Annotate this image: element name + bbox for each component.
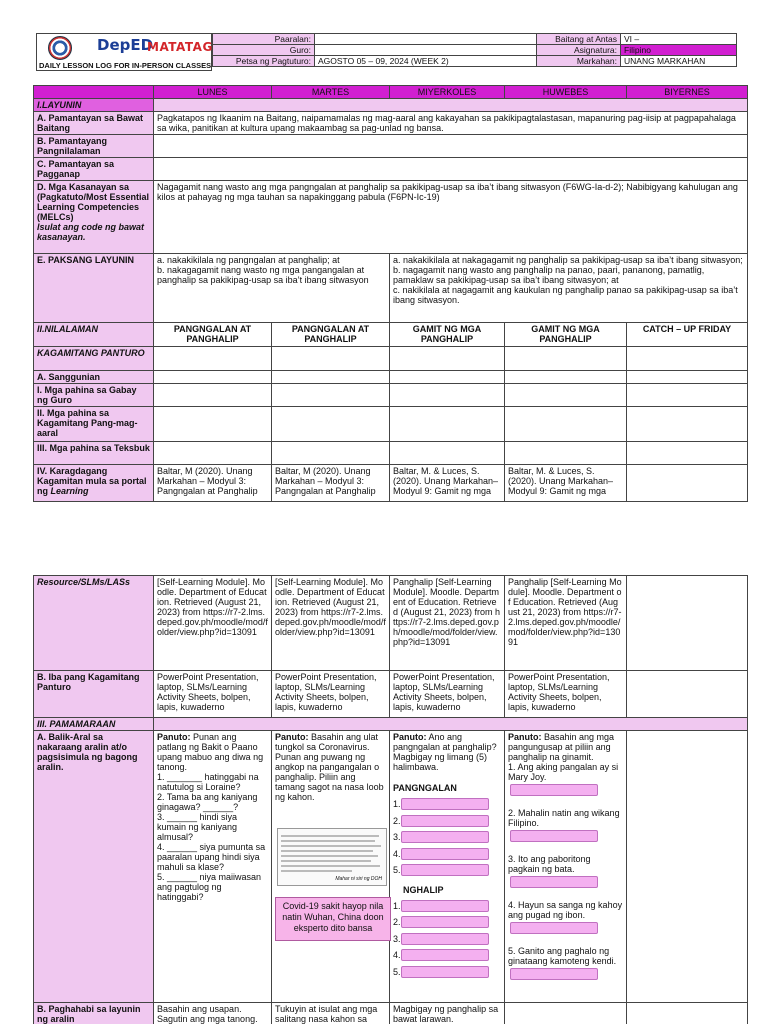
teksbuk-cell — [390, 442, 505, 465]
petsa-label: Petsa ng Pagtuturo: — [213, 56, 315, 67]
kasanayan-label-text: D. Mga Kasanayan sa (Pagkatuto/Most Essential Learning Competencies (MELCs) — [37, 182, 150, 222]
pangmag-cell — [272, 407, 390, 442]
iba-kagamitan-tuesday: PowerPoint Presentation, laptop, SLMs/Learning Activity Sheets, bolpen, lapis, kuwaderno — [272, 671, 390, 718]
answer-box[interactable] — [401, 949, 489, 961]
thursday-instructions: Basahin ang mga pangungusap at piliin ang panghalip na ginamit. 1. Ang aking pangalan ay si Mary Joy. — [508, 732, 619, 782]
kagamitan-cell — [505, 347, 627, 371]
pangnilalaman-value — [154, 135, 748, 158]
resource-wednesday: Panghalip [Self-Learning Module]. Moodle. Department of Education. Retrieved (August 21, 2023) from https://r7-2.lms.deped.gov.ph/moodle/mod/folder/view.php?id=13091 — [390, 576, 505, 671]
answer-box[interactable] — [401, 848, 489, 860]
thursday-item-4: 4. Hayun sa sanga ng kahoy ang pugad ng ibon. — [508, 900, 623, 920]
panuto-label: Panuto: — [157, 732, 191, 742]
pamamaraan-heading: III. PAMAMARAAN — [34, 718, 154, 731]
karagdagan-monday: Baltar, M (2020). Unang Markahan – Modyul 3: Pangngalan at Panghalip — [154, 465, 272, 502]
answer-number: 1. — [393, 799, 401, 810]
answer-number: 5. — [393, 865, 401, 876]
nilalaman-thursday: GAMIT NG MGA PANGHALIP — [505, 323, 627, 347]
layunin-band — [154, 99, 748, 112]
nilalaman-tuesday: PANGNGALAN AT PANGHALIP — [272, 323, 390, 347]
pamamaraan-band — [154, 718, 748, 731]
answer-box[interactable] — [401, 933, 489, 945]
pangmag-label: II. Mga pahina sa Kagamitang Pang-mag-aaral — [34, 407, 154, 442]
karagdagan-label-learning: Learning — [50, 486, 89, 496]
teksbuk-cell — [505, 442, 627, 465]
karagdagan-wednesday: Baltar, M. & Luces, S. (2020). Unang Markahan– Modyul 9: Gamit ng mga — [390, 465, 505, 502]
karagdagan-thursday: Baltar, M. & Luces, S. (2020). Unang Markahan– Modyul 9: Gamit ng mga — [505, 465, 627, 502]
thursday-instructions-block — [508, 732, 623, 782]
paksang-layunin-label: E. PAKSANG LAYUNIN — [34, 254, 154, 323]
answer-number: 2. — [393, 815, 401, 826]
report-signature: Mahar ni siri ng DOH — [335, 876, 382, 882]
sanggunian-cell — [154, 371, 272, 384]
answer-number: 1. — [393, 900, 401, 911]
answer-row — [393, 964, 501, 981]
answer-row — [393, 931, 501, 948]
day-header-tuesday: MARTES — [272, 86, 390, 99]
lesson-table-part1 — [33, 85, 748, 502]
answer-number: 3. — [393, 933, 401, 944]
pangmag-cell — [627, 407, 748, 442]
answer-box[interactable] — [510, 876, 598, 888]
answer-box[interactable] — [401, 864, 489, 876]
gabay-label: I. Mga pahina sa Gabay ng Guro — [34, 384, 154, 407]
paghahabi-wednesday: Magbigay ng panghalip sa bawat larawan. — [390, 1003, 505, 1024]
kasanayan-note: Isulat ang code ng bawat kasanayan. — [37, 222, 145, 242]
tuesday-instructions: Basahin ang ulat tungkol sa Coronavirus. Punan ang puwang ng angkop na pangangalan o panghalip. Piliin ang tamang sagot na nasa loob ng kahon. — [275, 732, 384, 802]
paksang-layunin-wed-thu: a. nakakikilala at nakagagamit ng panghalip sa pakikipag-usap sa iba’t ibang sitwasyon; b. nagagamit nang wasto ang panghalip na panao, paari, pananong, pamatlig, pamaklaw sa pakikipag-usap sa iba’t ibang sitwasyon; at c. nakikilala at nagagamit ang kaukulan ng panghalip panao sa pakikipag-usap sa iba’t ibang sitwasyon. — [390, 254, 748, 323]
layunin-heading: I.LAYUNIN — [34, 99, 154, 112]
nilalaman-label: II.NILALAMAN — [34, 323, 154, 347]
pangmag-cell — [505, 407, 627, 442]
guro-value — [315, 45, 537, 56]
paghahabi-thursday — [505, 1003, 627, 1024]
iba-kagamitan-thursday: PowerPoint Presentation, laptop, SLMs/Learning Activity Sheets, bolpen, lapis, kuwaderno — [505, 671, 627, 718]
markahan-value: UNANG MARKAHAN — [621, 56, 737, 67]
answer-box[interactable] — [510, 922, 598, 934]
gabay-cell — [505, 384, 627, 407]
pangnilalaman-label: B. Pamantayang Pangnilalaman — [34, 135, 154, 158]
kagamitan-label: KAGAMITANG PANTURO — [34, 347, 154, 371]
answer-number: 5. — [393, 966, 401, 977]
pamantayan-baitang-label: A. Pamantayan sa Bawat Baitang — [34, 112, 154, 135]
word-bank-note: Covid-19 sakit hayop nila natin Wuhan, China doon eksperto dito bansa — [275, 897, 391, 941]
answer-row — [393, 846, 501, 863]
answer-box[interactable] — [510, 830, 598, 842]
answer-box[interactable] — [401, 966, 489, 978]
day-header-monday: LUNES — [154, 86, 272, 99]
answer-row — [393, 813, 501, 830]
answer-row — [393, 829, 501, 846]
balik-aral-friday — [627, 731, 748, 1003]
guro-label: Guro: — [213, 45, 315, 56]
matatag-logo: MATATAG — [147, 40, 213, 54]
teksbuk-cell — [154, 442, 272, 465]
answer-row — [393, 914, 501, 931]
nilalaman-wednesday: GAMIT NG MGA PANGHALIP — [390, 323, 505, 347]
thursday-item-3: 3. Ito ang paboritong pagkain ng bata. — [508, 854, 591, 874]
petsa-value: AGOSTO 05 – 09, 2024 (WEEK 2) — [315, 56, 537, 67]
iba-kagamitan-monday: PowerPoint Presentation, laptop, SLMs/Learning Activity Sheets, bolpen, lapis, kuwaderno — [154, 671, 272, 718]
day-header-friday: BIYERNES — [627, 86, 748, 99]
answer-box[interactable] — [401, 815, 489, 827]
karagdagan-friday — [627, 465, 748, 502]
balik-aral-monday — [154, 731, 272, 1003]
pamantayan-baitang-value: Pagkatapos ng Ikaanim na Baitang, naipamamalas ng mag-aaral ang kakayahan sa pakikipagtalastasan, mapanuring pag-iisip at pagpapahalaga sa wika, panitikan at kultura upang makaambag sa pag-unlad ng bansa. — [154, 112, 748, 135]
nilalaman-monday: PANGNGALAN AT PANGHALIP — [154, 323, 272, 347]
answer-row — [393, 898, 501, 915]
pangngalan-heading: PANGNGALAN — [393, 783, 457, 793]
answer-row — [393, 862, 501, 879]
panghalip-heading: NGHALIP — [403, 884, 444, 895]
kagamitan-cell — [272, 347, 390, 371]
balik-aral-thursday — [505, 731, 627, 1003]
balik-aral-wednesday — [390, 731, 505, 1003]
answer-box[interactable] — [401, 798, 489, 810]
asignatura-value: Filipino — [621, 45, 737, 56]
gabay-cell — [272, 384, 390, 407]
pangmag-cell — [154, 407, 272, 442]
answer-box[interactable] — [401, 831, 489, 843]
nilalaman-friday: CATCH – UP FRIDAY — [627, 323, 748, 347]
pagganap-value — [154, 158, 748, 181]
kasanayan-value: Nagagamit nang wasto ang mga pangngalan at panghalip sa pakikipag-usap sa iba’t ibang sitwasyon (F6WG-Ia-d-2); Nabibigyang kahulugan ang kilos at pahayag ng mga tauhan sa napakinggang pabula (F6PN-Ic-19) — [154, 181, 748, 254]
dll-caption: DAILY LESSON LOG FOR IN-PERSON CLASSES — [39, 61, 212, 70]
paghahabi-monday: Basahin ang usapan. Sagutin ang mga tanong. — [154, 1003, 272, 1024]
paghahabi-label: B. Paghahabi sa layunin ng aralin — [34, 1003, 154, 1024]
sanggunian-label: A. Sanggunian — [34, 371, 154, 384]
day-header-wednesday: MIYERKOLES — [390, 86, 505, 99]
pangmag-cell — [390, 407, 505, 442]
resource-tuesday: [Self-Learning Module]. Moodle. Department of Education. Retrieved (August 21, 2023) from https://r7-2.lms.deped.gov.ph/moodle/mod/folder/view.php?id=13091 — [272, 576, 390, 671]
pagganap-label: C. Pamantayan sa Pagganap — [34, 158, 154, 181]
sanggunian-cell — [627, 371, 748, 384]
answer-number: 4. — [393, 848, 401, 859]
thursday-item-2: 2. Mahalin natin ang wikang Filipino. — [508, 808, 620, 828]
lesson-table-part2 — [33, 575, 748, 1024]
resource-label: Resource/SLMs/LASs — [34, 576, 154, 671]
baitang-value: VI – — [621, 34, 737, 45]
iba-kagamitan-wednesday: PowerPoint Presentation, laptop, SLMs/Learning Activity Sheets, bolpen, lapis, kuwaderno — [390, 671, 505, 718]
paaralan-value — [315, 34, 537, 45]
sanggunian-cell — [272, 371, 390, 384]
kagamitan-cell — [627, 347, 748, 371]
panuto-label: Panuto: — [508, 732, 542, 742]
iba-kagamitan-label: B. Iba pang Kagamitang Panturo — [34, 671, 154, 718]
answer-box[interactable] — [510, 784, 598, 796]
logo-area — [36, 33, 212, 71]
baitang-label: Baitang at Antas — [537, 34, 621, 45]
teksbuk-label: III. Mga pahina sa Teksbuk — [34, 442, 154, 465]
karagdagan-label-text: IV. Karagdagang Kagamitan mula sa portal ng — [37, 466, 147, 496]
kasanayan-label — [34, 181, 154, 254]
thursday-item-5: 5. Ganito ang paghalo ng ginataang kamoteng kendi. — [508, 946, 617, 966]
iba-kagamitan-friday — [627, 671, 748, 718]
teksbuk-cell — [272, 442, 390, 465]
answer-number: 2. — [393, 917, 401, 928]
deped-logo: DepED — [97, 36, 154, 54]
deped-seal-icon — [48, 36, 72, 60]
answer-row — [393, 796, 501, 813]
teksbuk-cell — [627, 442, 748, 465]
corner-cell — [34, 86, 154, 99]
paaralan-label: Paaralan: — [213, 34, 315, 45]
answer-number: 4. — [393, 950, 401, 961]
panuto-label: Panuto: — [275, 732, 309, 742]
gabay-cell — [627, 384, 748, 407]
day-header-thursday: HUWEBES — [505, 86, 627, 99]
answer-box[interactable] — [401, 900, 489, 912]
answer-box[interactable] — [510, 968, 598, 980]
answer-row — [393, 947, 501, 964]
sanggunian-cell — [390, 371, 505, 384]
resource-thursday: Panghalip [Self-Learning Module]. Moodle. Department of Education. Retrieved (August 21, 2023) from https://r7-2.lms.deped.gov.ph/moodle/mod/folder/view.php?id=13091 — [505, 576, 627, 671]
answer-number: 3. — [393, 832, 401, 843]
sanggunian-cell — [505, 371, 627, 384]
resource-monday: [Self-Learning Module]. Moodle. Department of Education. Retrieved (August 21, 2023) from https://r7-2.lms.deped.gov.ph/moodle/mod/folder/view.php?id=13091 — [154, 576, 272, 671]
karagdagan-label — [34, 465, 154, 502]
resource-friday — [627, 576, 748, 671]
paghahabi-tuesday: Tukuyin at isulat ang mga salitang nasa kahon sa — [272, 1003, 390, 1024]
coronavirus-report-image — [277, 828, 387, 886]
asignatura-label: Asignatura: — [537, 45, 621, 56]
answer-box[interactable] — [401, 916, 489, 928]
wednesday-instructions: Ano ang pangngalan at panghalip? Magbigay ng limang (5) halimbawa. — [393, 732, 497, 772]
kagamitan-cell — [154, 347, 272, 371]
panuto-label: Panuto: — [393, 732, 427, 742]
gabay-cell — [390, 384, 505, 407]
markahan-label: Markahan: — [537, 56, 621, 67]
paksang-layunin-mon-tue: a. nakakikilala ng pangngalan at panghalip; at b. nakagagamit nang wasto ng mga pangangalan at panghalip sa pakikipag-usap sa iba’t ibang sitwasyon — [154, 254, 390, 323]
karagdagan-tuesday: Baltar, M (2020). Unang Markahan – Modyul 3: Pangngalan at Panghalip — [272, 465, 390, 502]
paghahabi-friday — [627, 1003, 748, 1024]
monday-instructions: Punan ang patlang ng Bakit o Paano upang mabuo ang diwa ng tanong. 1. _______ hatinggabi na natutulog si Loraine? 2. Tama ba ang kaniyang ginagawa? ______? 3. ______ hindi siya kumain ng kaniyang almusal? 4. ______ siya pumunta sa paaralan upang hindi siya mahuli sa klase? 5. ______ niya maiiwasan ang pagtulog ng hatinggabi? — [157, 732, 266, 902]
gabay-cell — [154, 384, 272, 407]
kagamitan-cell — [390, 347, 505, 371]
header-info-table — [212, 33, 737, 67]
balik-aral-label: A. Balik-Aral sa nakaraang aralin at/o pagsisimula ng bagong aralin. — [34, 731, 154, 1003]
